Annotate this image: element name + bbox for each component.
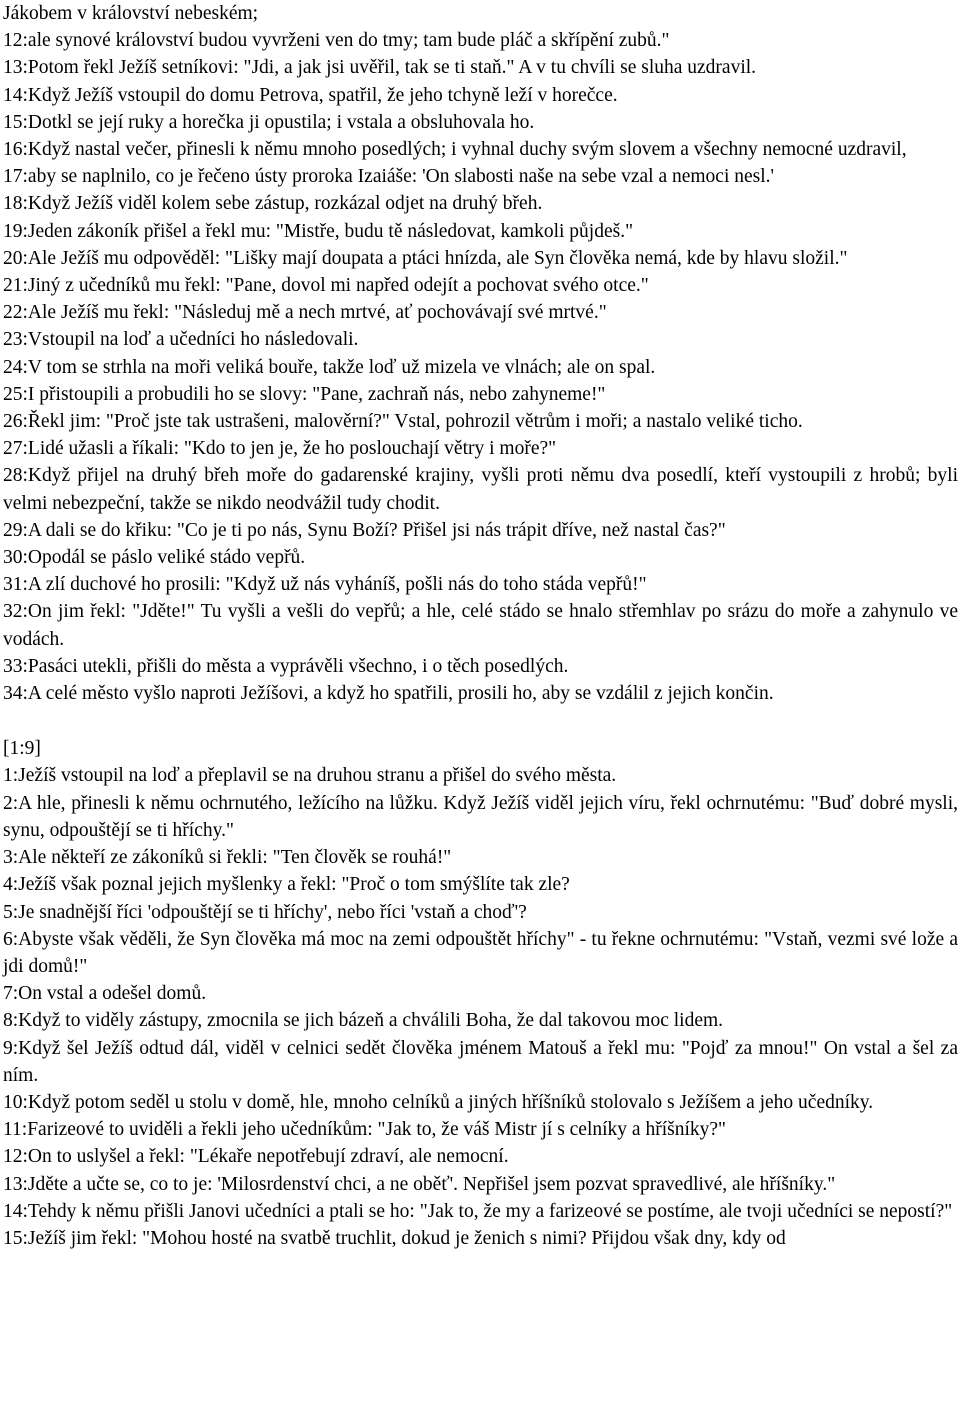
verse-line: 6:Abyste však věděli, že Syn člověka má moc na zemi odpouštět hříchy" - tu řekne ochrnutému: "Vstaň, vezmi své lože a jdi domů!" bbox=[3, 928, 958, 977]
verse-line: 1:Ježíš vstoupil na loď a přeplavil se na druhou stranu a přišel do svého města. bbox=[3, 765, 617, 787]
verse-line: 27:Lidé užasli a říkali: "Kdo to jen je, že ho poslouchají větry i moře?" bbox=[3, 438, 557, 460]
verse-line: 26:Řekl jim: "Proč jste tak ustrašeni, malověrní?" Vstal, pohrozil větrům i moři; a nastalo veliké ticho. bbox=[3, 411, 803, 433]
verse-line: 21:Jiný z učedníků mu řekl: "Pane, dovol mi napřed odejít a pochovat svého otce." bbox=[3, 275, 649, 297]
verse-line: 3:Ale někteří ze zákoníků si řekli: "Ten člověk se rouhá!" bbox=[3, 847, 452, 869]
verse-line: 13:Potom řekl Ježíš setníkovi: "Jdi, a jak jsi uvěřil, tak se ti staň." A v tu chvíli se sluha uzdravil. bbox=[3, 57, 757, 79]
verse-line: 4:Ježíš však poznal jejich myšlenky a řekl: "Proč o tom smýšlíte tak zle? bbox=[3, 874, 570, 896]
verse-line: 15:Ježíš jim řekl: "Mohou hosté na svatbě truchlit, dokud je ženich s nimi? Přijdou však dny, kdy od bbox=[3, 1227, 786, 1249]
verse-line: 32:On jim řekl: "Jděte!" Tu vyšli a vešli do vepřů; a hle, celé stádo se hnalo střemhlav po srázu do moře a zahynulo ve vodách. bbox=[3, 601, 958, 650]
verse-line: 14:Tehdy k němu přišli Janovi učedníci a ptali se ho: "Jak to, že my a farizeové se postíme, ale tvoji učedníci se nepostí?" bbox=[3, 1200, 953, 1222]
verse-line: 33:Pasáci utekli, přišli do města a vyprávěli všechno, i o těch posedlých. bbox=[3, 655, 569, 677]
verse-line: 22:Ale Ježíš mu řekl: "Následuj mě a nech mrtvé, ať pochovávají své mrtvé." bbox=[3, 302, 607, 324]
document-page bbox=[3, 0, 958, 1252]
verse-line: 14:Když Ježíš vstoupil do domu Petrova, spatřil, že jeho tchyně leží v horečce. bbox=[3, 84, 618, 106]
verse-line: 10:Když potom seděl u stolu v domě, hle, mnoho celníků a jiných hříšníků stolovalo s Ježíšem a jeho učedníky. bbox=[3, 1091, 874, 1113]
verse-line: 31:A zlí duchové ho prosili: "Když už nás vyháníš, pošli nás do toho stáda vepřů!" bbox=[3, 574, 647, 596]
paragraph-gap bbox=[3, 707, 958, 735]
verse-line: 18:Když Ježíš viděl kolem sebe zástup, rozkázal odjet na druhý břeh. bbox=[3, 193, 543, 215]
verse-line: 24:V tom se strhla na moři veliká bouře, takže loď už mizela ve vlnách; ale on spal. bbox=[3, 356, 656, 378]
verse-line: 29:A dali se do křiku: "Co je ti po nás, Synu Boží? Přišel jsi nás trápit dříve, než nastal čas?" bbox=[3, 519, 726, 541]
verse-line: 13:Jděte a učte se, co to je: 'Milosrdenství chci, a ne oběť'. Nepřišel jsem pozvat spravedlivé, ale hříšníky." bbox=[3, 1173, 836, 1195]
verse-line: 16:Když nastal večer, přinesli k němu mnoho posedlých; i vyhnal duchy svým slovem a všechny nemocné uzdravil, bbox=[3, 139, 907, 161]
verse-line: 15:Dotkl se její ruky a horečka ji opustila; i vstala a obsluhovala ho. bbox=[3, 111, 535, 133]
verse-line: 2:A hle, přinesli k němu ochrnutého, ležícího na lůžku. Když Ježíš viděl jejich víru, řekl ochrnutému: "Buď dobré mysli, synu, odpouštějí se ti hříchy." bbox=[3, 792, 958, 841]
verse-line: 11:Farizeové to uviděli a řekli jeho učedníkům: "Jak to, že váš Mistr jí s celníky a hříšníky?" bbox=[3, 1119, 726, 1141]
verse-line: 17:aby se naplnilo, co je řečeno ústy proroka Izaiáše: 'On slabosti naše na sebe vzal a nemoci nesl.' bbox=[3, 166, 775, 188]
verse-line: 7:On vstal a odešel domů. bbox=[3, 983, 207, 1005]
verse-line: 12:On to uslyšel a řekl: "Lékaře nepotřebují zdraví, ale nemocní. bbox=[3, 1146, 509, 1168]
verse-line: 8:Když to viděly zástupy, zmocnila se jich bázeň a chválili Boha, že dal takovou moc lidem. bbox=[3, 1010, 724, 1032]
verse-line: 20:Ale Ježíš mu odpověděl: "Lišky mají doupata a ptáci hnízda, ale Syn člověka nemá, kde by hlavu složil." bbox=[3, 247, 848, 269]
verse-line: 23:Vstoupil na loď a učedníci ho následovali. bbox=[3, 329, 359, 351]
verse-line: 28:Když přijel na druhý břeh moře do gadarenské krajiny, vyšli proti němu dva posedlí, kteří vystoupili z hrobů; byli velmi nebezpeční, takže se nikdo neodvážil tudy chodit. bbox=[3, 465, 958, 514]
chapter-marker: [1:9] bbox=[3, 738, 41, 760]
verse-line: 12:ale synové království budou vyvrženi ven do tmy; tam bude pláč a skřípění zubů." bbox=[3, 30, 670, 52]
verse-line: 30:Opodál se páslo veliké stádo vepřů. bbox=[3, 547, 306, 569]
verse-line: 9:Když šel Ježíš odtud dál, viděl v celnici sedět člověka jménem Matouš a řekl mu: "Pojď za mnou!" On vstal a šel za ním. bbox=[3, 1037, 958, 1086]
verse-line: 19:Jeden zákoník přišel a řekl mu: "Mistře, budu tě následovat, kamkoli půjdeš." bbox=[3, 220, 634, 242]
verses-chapter-8 bbox=[3, 0, 958, 707]
verse-line: 25:I přistoupili a probudili ho se slovy: "Pane, zachraň nás, nebo zahyneme!" bbox=[3, 383, 606, 405]
verse-line: 5:Je snadnější říci 'odpouštějí se ti hříchy', nebo říci 'vstaň a choď'? bbox=[3, 901, 527, 923]
verse-line: Jákobem v království nebeském; bbox=[3, 3, 259, 24]
verse-line: 34:A celé město vyšlo naproti Ježíšovi, a když ho spatřili, prosili ho, aby se vzdálil z jejich končin. bbox=[3, 683, 774, 705]
verses-chapter-9 bbox=[3, 762, 958, 1252]
